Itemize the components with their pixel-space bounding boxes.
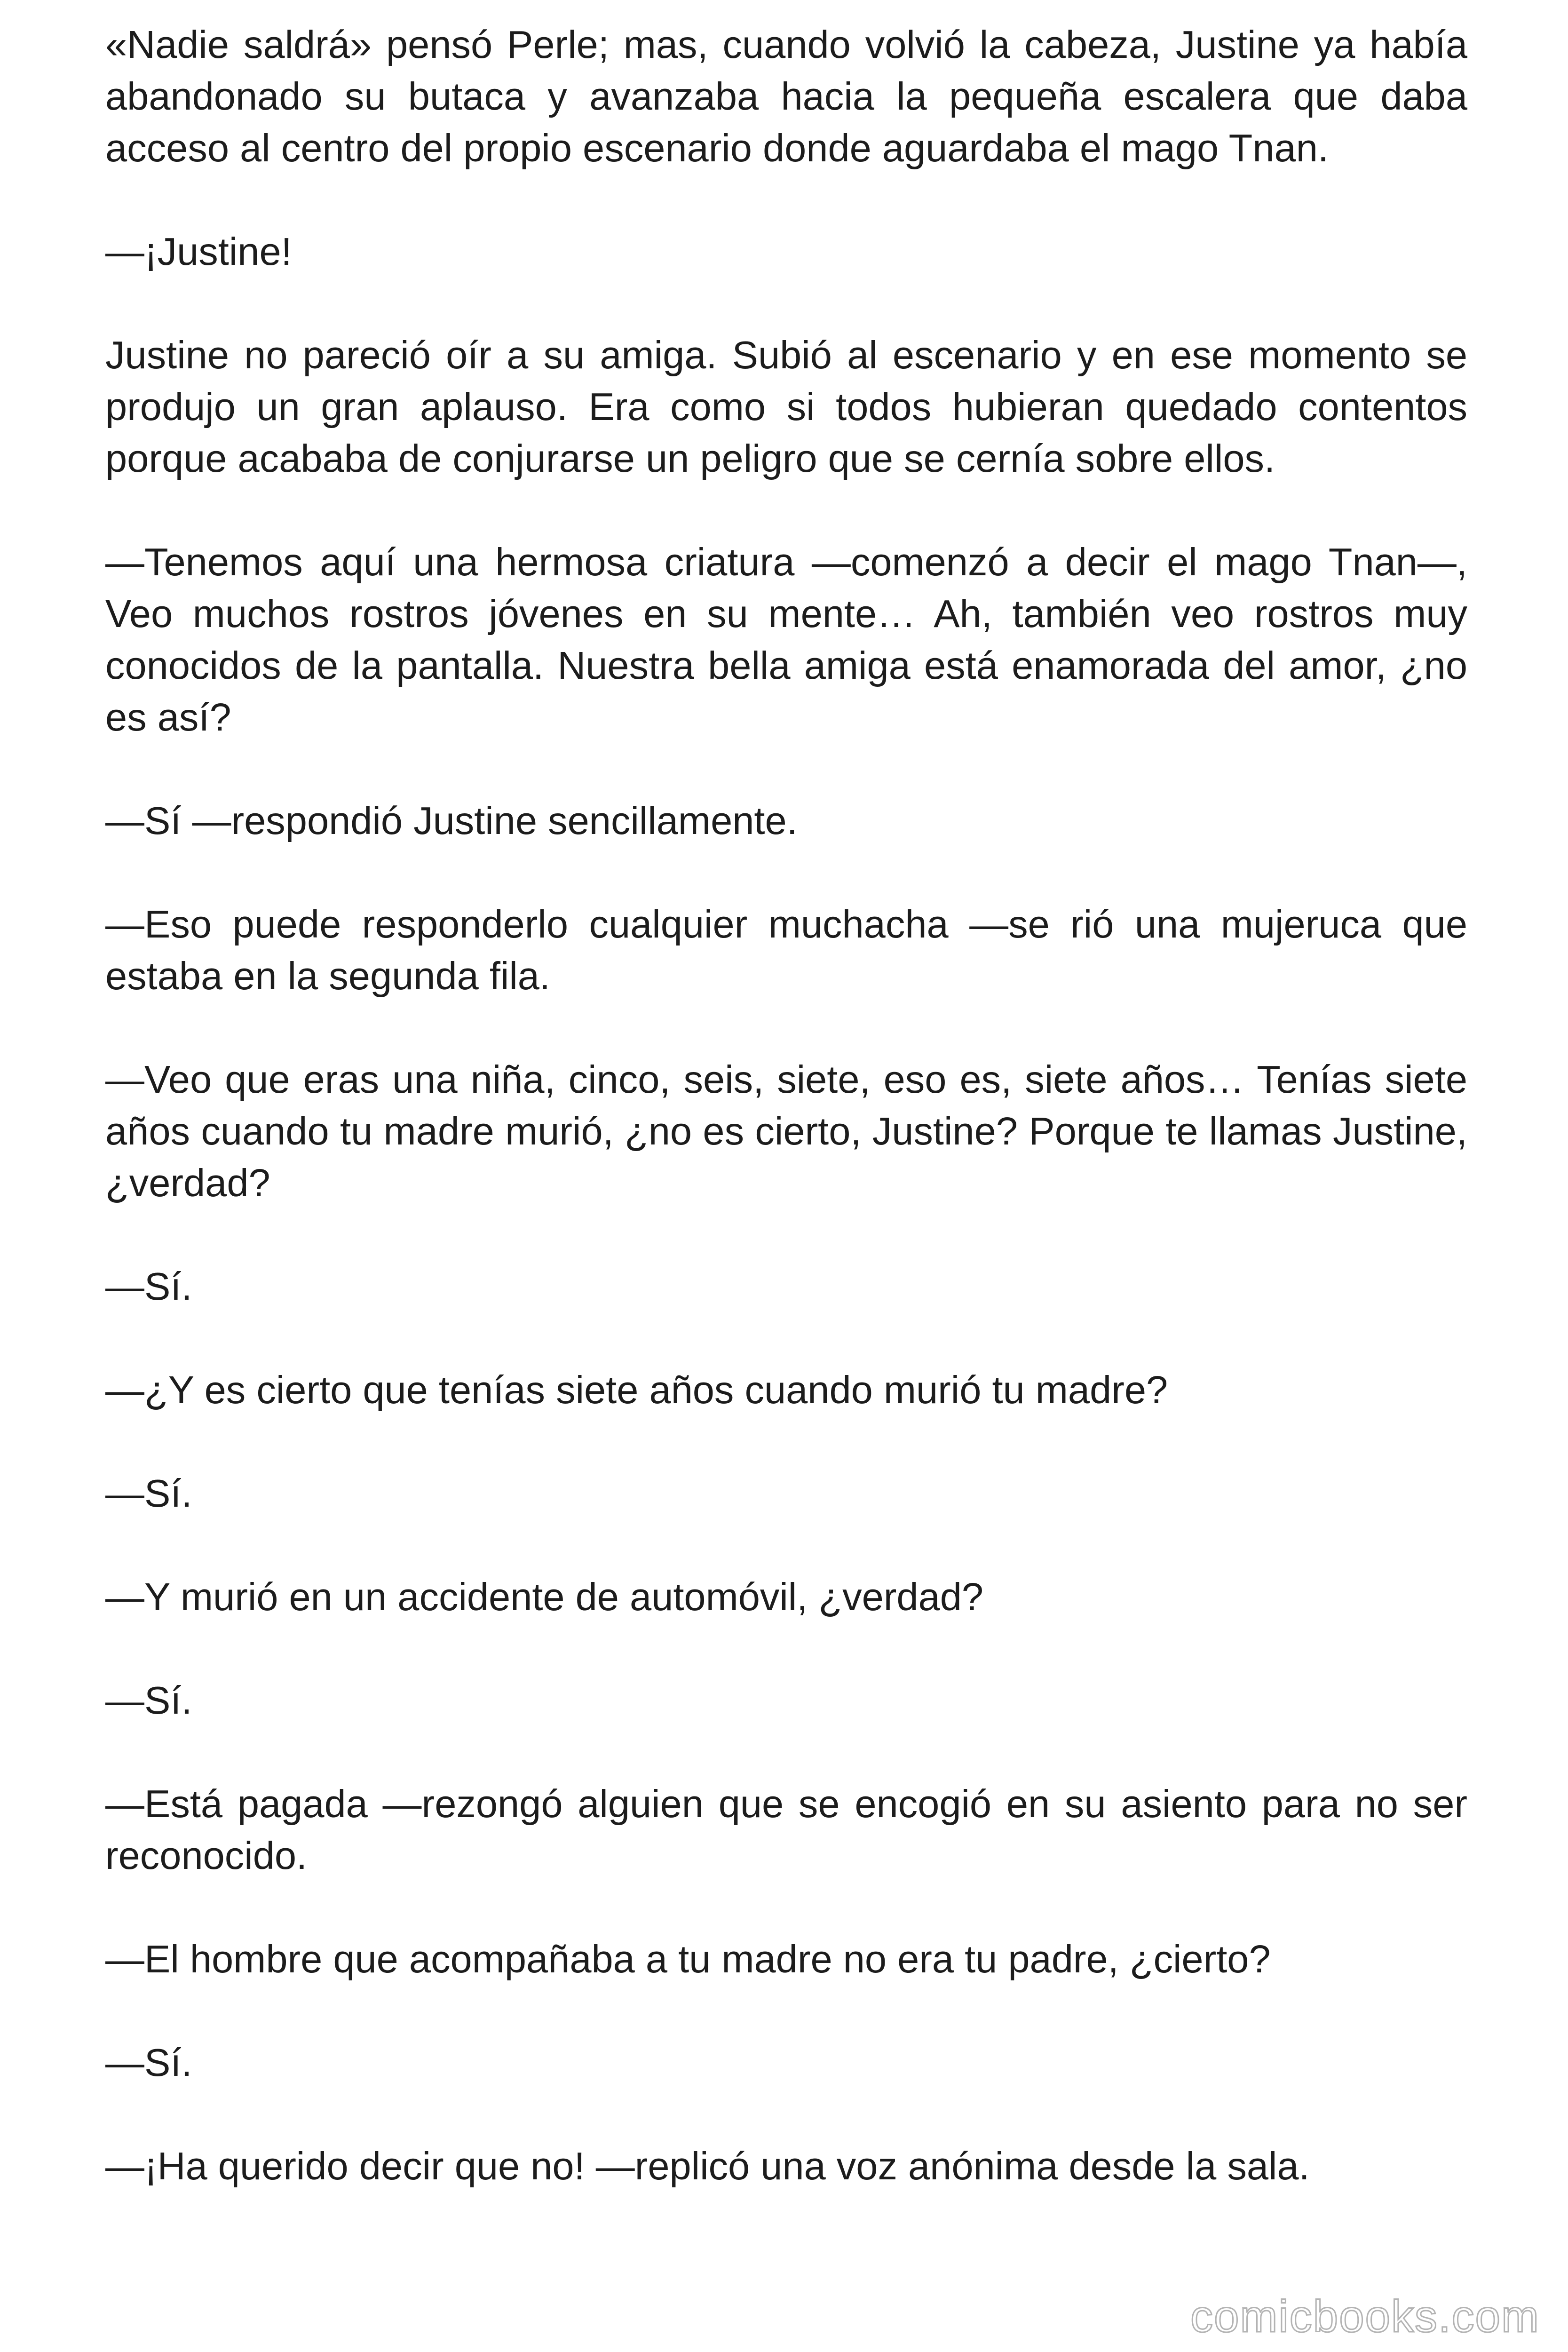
paragraph: «Nadie saldrá» pensó Perle; mas, cuando volvió la cabeza, Justine ya había abandonado su butaca y avanzaba hacia la pequeña escalera que daba acceso al centro del propio escenario donde aguardaba el mago Tnan. xyxy=(105,23,1467,170)
paragraph: —Sí. xyxy=(105,2041,192,2084)
paragraph: —Y murió en un accidente de automóvil, ¿verdad? xyxy=(105,1575,984,1619)
paragraph: —Eso puede responderlo cualquier muchacha —se rió una mujeruca que estaba en la segunda fila. xyxy=(105,902,1467,998)
paragraph: —El hombre que acompañaba a tu madre no era tu padre, ¿cierto? xyxy=(105,1937,1271,1981)
watermark: comicbooks.com xyxy=(1190,2291,1540,2342)
paragraph: —Veo que eras una niña, cinco, seis, siete, eso es, siete años… Tenías siete años cuando tu madre murió, ¿no es cierto, Justine? Porque te llamas Justine, ¿verdad? xyxy=(105,1057,1467,1205)
paragraph: —¿Y es cierto que tenías siete años cuando murió tu madre? xyxy=(105,1368,1168,1412)
paragraph: —Sí. xyxy=(105,1471,192,1515)
paragraph: —¡Justine! xyxy=(105,230,292,273)
paragraph: —Tenemos aquí una hermosa criatura —comenzó a decir el mago Tnan—, Veo muchos rostros jóvenes en su mente… Ah, también veo rostros muy conocidos de la pantalla. Nuestra bella amiga está enamorada del amor, ¿no es así? xyxy=(105,540,1467,739)
paragraph: Justine no pareció oír a su amiga. Subió al escenario y en ese momento se produjo un gran aplauso. Era como si todos hubieran quedado contentos porque acababa de conjurarse un peligro que se cernía sobre ellos. xyxy=(105,333,1467,480)
paragraph: —¡Ha querido decir que no! —replicó una voz anónima desde la sala. xyxy=(105,2144,1310,2188)
paragraph: —Sí. xyxy=(105,1264,192,1308)
paragraph: —Está pagada —rezongó alguien que se encogió en su asiento para no ser reconocido. xyxy=(105,1782,1467,1877)
document-page xyxy=(105,19,1467,2244)
paragraph: —Sí —respondió Justine sencillamente. xyxy=(105,799,798,842)
paragraph: —Sí. xyxy=(105,1678,192,1722)
